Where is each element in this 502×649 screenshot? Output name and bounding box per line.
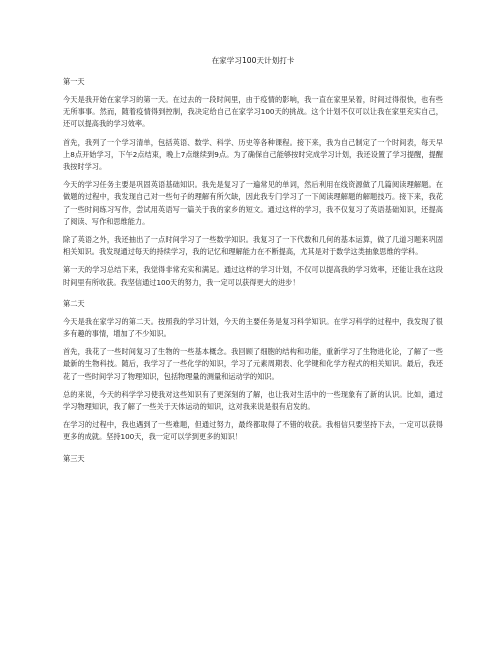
paragraph: 总的来说，今天的科学学习使我对这些知识有了更深刻的了解，也让我对生活中的一些现象有了新的认识。比如，通过学习物理知识，我了解了一些关于天体运动的知识，这对我来说是很有启发的。	[63, 389, 443, 412]
paragraph: 在学习的过程中，我也遇到了一些难题，但通过努力，最终都取得了不错的收获。我相信只要坚持下去，一定可以获得更多的成就。坚持100天，我一定可以学到更多的知识！	[63, 420, 443, 442]
document-title: 在家学习100天计划打卡	[211, 56, 295, 65]
section-day-1	[63, 77, 443, 289]
section-heading: 第二天	[63, 298, 85, 308]
document-page	[63, 56, 443, 471]
paragraph: 今天的学习任务主要是巩固英语基础知识。我先是复习了一遍常见的单词，然后利用在线资源做了几篇阅读理解题。在做题的过程中，我发现自己对一些句子的理解有所欠缺，因此我专门学习了一下阅读理解题的解题技巧。接下来，我花了一些时间练习写作，尝试用英语写一篇关于我的家乡的短文。通过这样的学习，我不仅复习了英语基础知识，还提高了阅读、写作和思维能力。	[63, 180, 443, 226]
paragraph: 今天是我在家学习的第二天。按照我的学习计划，今天的主要任务是复习科学知识。在学习科学的过程中，我发现了很多有趣的事情，增加了不少知识。	[63, 316, 443, 339]
paragraph: 除了英语之外，我还抽出了一点时间学习了一些数学知识。我复习了一下代数和几何的基本运算，做了几道习题来巩固相关知识。我发现通过每天的持续学习，我的记忆和理解能力在不断提高，尤其是对于数学这类抽象思维的学科。	[63, 235, 443, 257]
section-day-3	[63, 454, 443, 464]
section-day-2	[63, 299, 443, 444]
section-heading: 第三天	[63, 453, 85, 463]
paragraph: 第一天的学习总结下来，我觉得非常充实和满足。通过这样的学习计划，不仅可以提高我的学习效率，还能让我在这段时间里有所收获。我坚信通过100天的努力，我一定可以获得更大的进步！	[63, 265, 443, 287]
section-heading: 第一天	[63, 77, 85, 86]
paragraph: 首先，我列了一个学习清单，包括英语、数学、科学、历史等各种课程。接下来，我为自己制定了一个时间表，每天早上8点开始学习，下午2点结束，晚上7点继续到9点。为了确保自己能够按时完成学习计划，我还设置了学习提醒，提醒我按时学习。	[63, 137, 443, 172]
paragraph: 首先，我花了一些时间复习了生物的一些基本概念。我回顾了细胞的结构和功能，重新学习了生物进化论，了解了一些最新的生物科技。随后，我学习了一些化学的知识，学习了元素周期表、化学键和化学方程式的相关知识。最后，我还花了一些时间学习了物理知识，包括物理量的测量和运动学的知识。	[63, 347, 443, 381]
paragraph: 今天是我开始在家学习的第一天。在过去的一段时间里，由于疫情的影响，我一直在家里呆着，时间过得很快，也有些无所事事。然而，随着疫情得到控制，我决定给自己在家学习100天的挑战。这个计划不仅可以让我在家里充实自己，还可以提高我的学习效率。	[63, 95, 443, 129]
